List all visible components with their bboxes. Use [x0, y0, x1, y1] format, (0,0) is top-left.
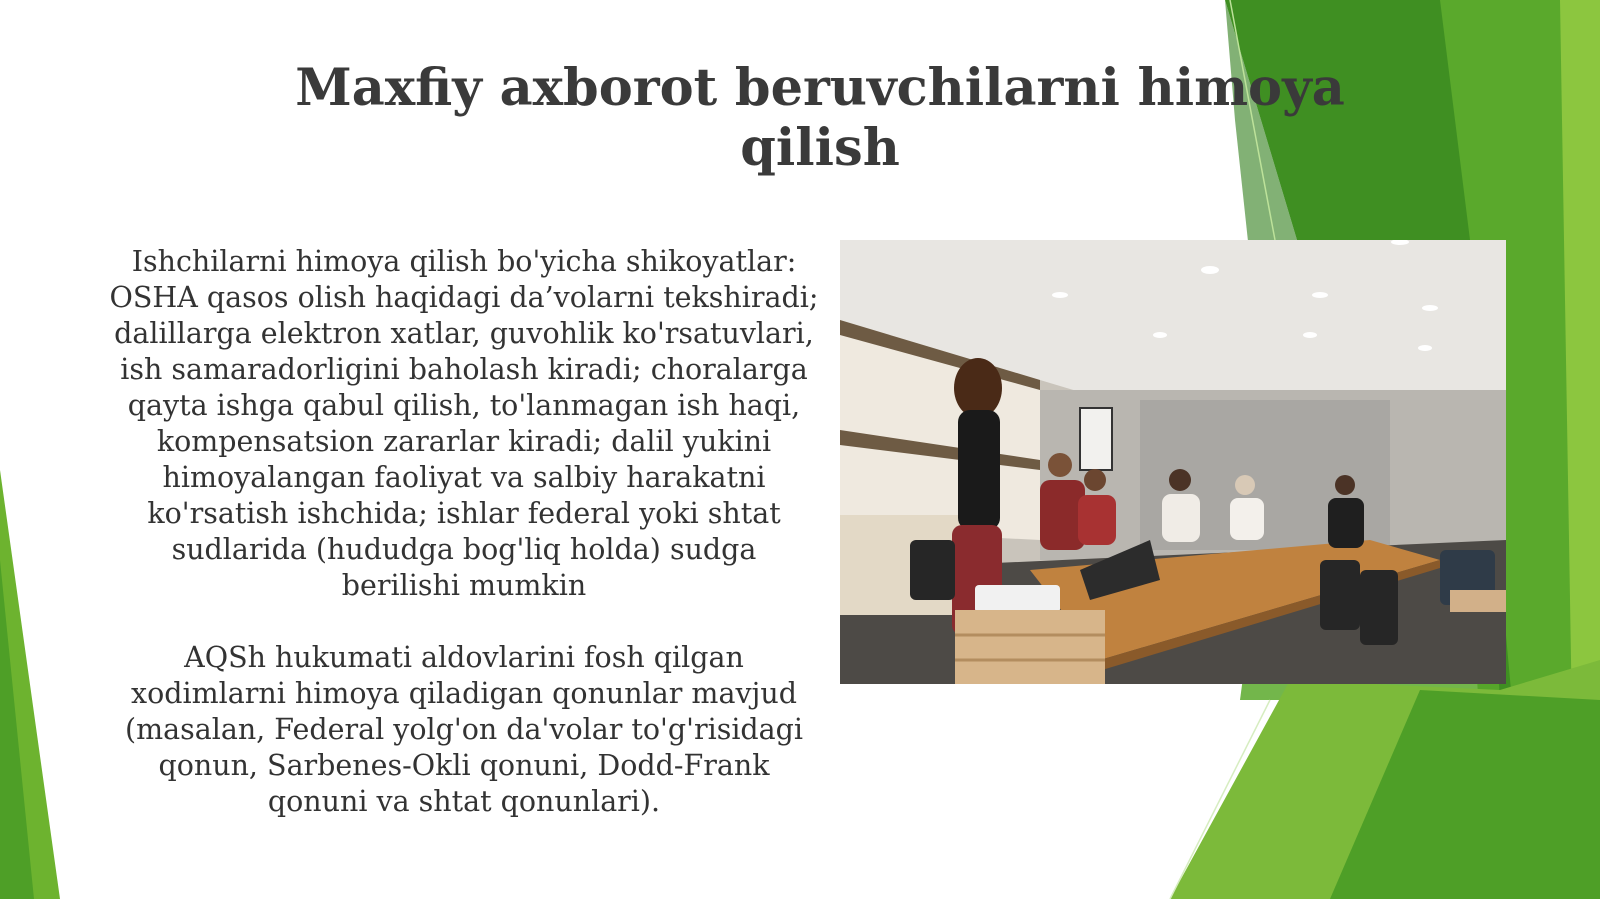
meeting-photo — [840, 240, 1506, 684]
paragraph-whistleblower-complaints: Ishchilarni himoya qilish bo'yicha shikoyatlar: OSHA qasos olish haqidagi da’volarni tekshiradi; dalillarga elektron xatlar, guvohlik ko'rsatuvlari, ish samaradorligini baholash kiradi; choralarga qayta ishga qabul qilish, to'lanmagan ish haqi, kompensatsion zararlar kiradi; dalil yukini himoyalangan faoliyat va salbiy harakatni ko'rsatish ishchida; ishlar federal yoki shtat sudlarida (hududga bog'liq holda) sudga berilishi mumkin — [109, 245, 819, 602]
paragraph-whistleblower-laws: AQSh hukumati aldovlarini fosh qilgan xodimlarni himoya qiladigan qonunlar mavjud (masalan, Federal yolg'on da'volar to'g'risidagi qonun, Sarbenes-Okli qonuni, Dodd-Frank qonuni va shtat qonunlari). — [124, 641, 804, 818]
slide-title: Maxfiy axborot beruvchilarni himoya qilish — [295, 58, 1345, 178]
body-text — [108, 244, 820, 820]
